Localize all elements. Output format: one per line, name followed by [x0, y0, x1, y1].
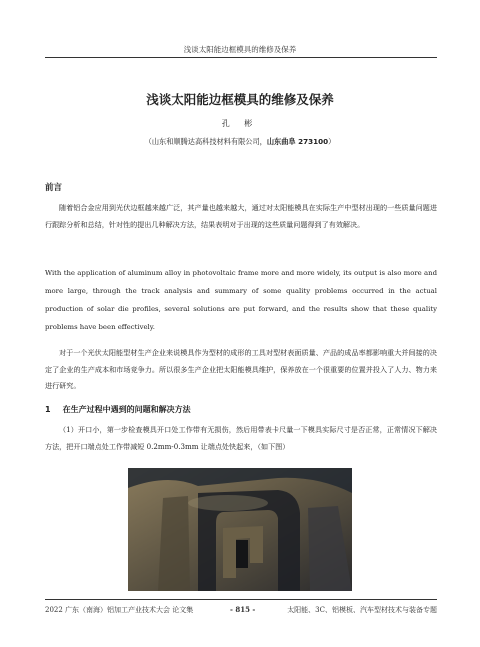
footer-proceedings: 2022 广东（南海）铝加工产业技术大会 论文集 [45, 606, 194, 614]
section-number: 1 [45, 405, 51, 414]
section-heading [45, 404, 191, 415]
article-title: 浅谈太阳能边框模具的维修及保养 [146, 92, 334, 107]
author-name: 孔 彬 [221, 119, 259, 128]
affiliation-company: （山东和顺腾达高科技材料有限公司， [144, 137, 267, 146]
footer-topic: 太阳能、3C、铝模板、汽车型材技术与装备专题 [287, 606, 437, 614]
running-header: 浅谈太阳能边框模具的维修及保养 [183, 45, 297, 54]
affiliation-city: 山东曲阜 273100 [266, 137, 329, 146]
die-photo [128, 468, 352, 591]
foreword-heading: 前言 [45, 183, 63, 193]
author-affiliation [0, 137, 480, 147]
section-title: 在生产过程中遇到的问题和解决方法 [62, 405, 191, 414]
page-number: - 815 - [230, 605, 256, 614]
intro-paragraph: 对于一个光伏太阳能型材生产企业来说模具作为型材的成形的工具对型材表面质量、产品的成品率都影响重大并间接的决定了企业的生产成本和市场竞争力。所以很多生产企业把太阳能模具维护，保养放在一个很重要的位置并投入了人力、物力来进行研究。 [45, 348, 437, 390]
footer-divider [45, 599, 437, 600]
affiliation-close: ） [328, 137, 336, 146]
chinese-abstract: 随着铝合金应用到光伏边框越来越广泛，其产量也越来越大，通过对太阳能模具在实际生产中型材出现的一些质量问题进行跟踪分析和总结，针对性的提出几种解决方法，结果表明对于出现的这些质量问题得到了有效解决。 [45, 203, 437, 229]
english-abstract: With the application of aluminum alloy in photovoltaic frame more and more widely, its output is also more and more large, through the track analysis and summary of some quality problems occurred in the actual production of solar die profiles, several solutions are put forward, and the results show that these quality problems have been effectively. [45, 269, 437, 331]
header-divider [45, 57, 437, 58]
die-photo-illustration [128, 468, 352, 591]
section-paragraph: （1）开口小，第一步检查模具开口处工作带有无损伤，然后用带表卡尺量一下模具实际尺寸是否正常，正常情况下解决方法，把开口端点处工作带减短 0.2mm-0.3mm 让端点处快起来，（如下图） [45, 425, 437, 451]
